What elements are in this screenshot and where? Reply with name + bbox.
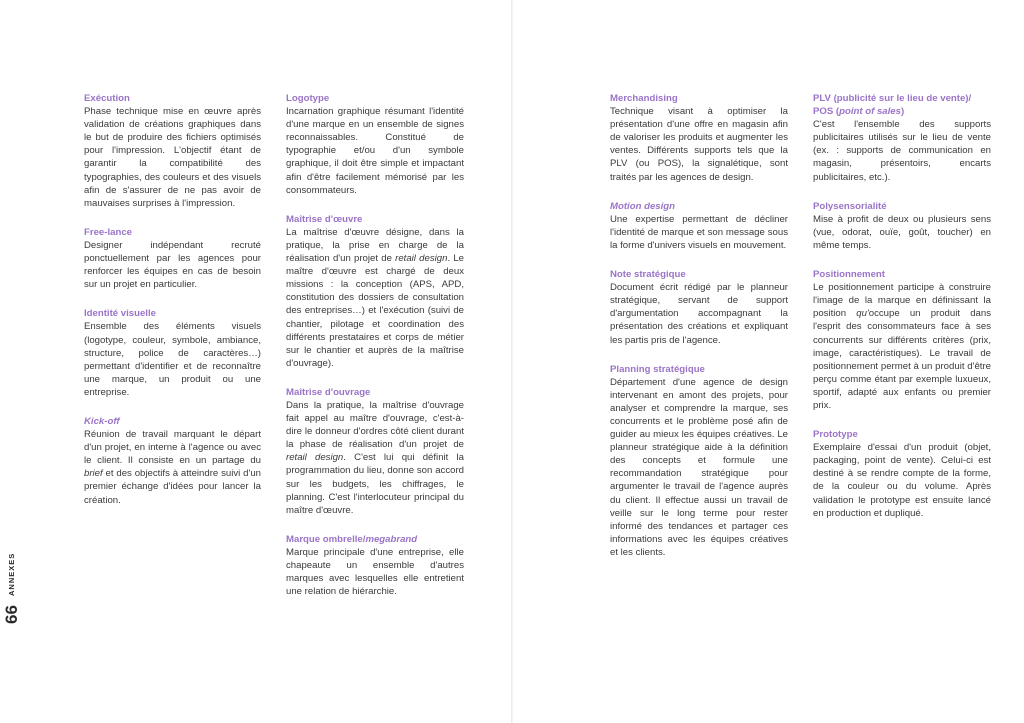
glossary-definition: Mise à profit de deux ou plusieurs sens (vue, odorat, ouïe, goût, toucher) en même temps. <box>813 213 991 251</box>
glossary-term: Exécution <box>84 93 130 104</box>
glossary-term <box>813 92 991 118</box>
glossary-entry <box>813 268 991 412</box>
glossary-term <box>610 200 788 213</box>
page-number: 66 <box>2 605 21 624</box>
glossary-column-3 <box>610 92 788 572</box>
glossary-column-1 <box>84 92 261 520</box>
glossary-entry <box>813 200 991 252</box>
glossary-entry <box>286 386 464 517</box>
term-text: ) <box>900 106 905 118</box>
term-text: Marque ombrelle/ <box>286 533 366 545</box>
definition-text: . Le maître d'œuvre est chargé de deux missions : la conception (APS, APD, constitution des dossiers de consultation des entreprises…) et l'exécution (suivi de chantier, pilotage et coordination des différents prestataires et corps de métier sur le chantier et auprès de la maîtrise d'ouvrage). <box>286 253 464 369</box>
term-italic: megabrand <box>365 533 418 545</box>
glossary-definition: Exemplaire d'essai d'un produit (objet, packaging, point de vente). Celui-ci est destiné à se rendre compte de la forme, de la couleur ou du volume. Après validation le prototype est ensuite lancé en production et dupliqué. <box>813 442 991 519</box>
glossary-entry <box>286 213 464 370</box>
glossary-definition: C'est l'ensemble des supports publicitaires utilisés sur le lieu de vente (ex. : supports de communication en magasin, présentoirs, encarts publicitaires, etc.). <box>813 119 991 183</box>
glossary-term: Positionnement <box>813 269 885 281</box>
definition-text: Dans la pratique, la maîtrise d'ouvrage fait appel au maître d'ouvrage, c'est-à-dire le donneur d'ordres côté client durant la phase de réalisation d'un projet de <box>286 399 464 451</box>
definition-text: La maîtrise d'œuvre désigne, dans la pratique, la prise en charge de la réalisation d'un projet de <box>286 226 464 265</box>
glossary-term-italic: Motion design <box>610 200 676 212</box>
glossary-term: Planning stratégique <box>610 363 705 375</box>
glossary-entry <box>84 92 261 210</box>
glossary-entry <box>813 92 991 184</box>
glossary-entry <box>813 428 991 520</box>
glossary-definition: Département d'une agence de design intervenant en amont des projets, pour analyser et comprendre la marque, ses concurrents et le problème posé afin de guider au mieux les équipes créatives. Le planneur stratégique aide à la définition des concepts et formule une recommandation stratégique pour argumenter le travail de l'agence auprès du client. Il effectue aussi un travail de veille sur le long terme pour rester informé des tendances et partager ces informations avec les équipes créatives et les clients. <box>610 376 788 558</box>
glossary-term: Prototype <box>813 429 858 441</box>
glossary-term-italic: Kick-off <box>84 415 120 427</box>
glossary-term <box>84 415 261 428</box>
glossary-term <box>286 533 464 546</box>
glossary-column-4 <box>813 92 991 533</box>
definition-italic-word: retail design <box>395 253 448 265</box>
glossary-definition <box>84 428 261 507</box>
glossary-definition: Phase technique mise en œuvre après validation de créations graphiques dans le but de produire des fichiers optimisés pour l'impression. L'objectif étant de garantir la compatibilité des typographies, des couleurs et des visuels afin de s'assurer de ne pas avoir de mauvaises surprises à l'impression. <box>84 106 261 209</box>
glossary-term: Identité visuelle <box>84 308 156 320</box>
section-label: ANNEXES <box>7 552 16 596</box>
glossary-definition: Marque principale d'une entreprise, elle chapeaute un ensemble d'autres marques avec lesquelles elle entretient une relation de hiérarchie. <box>286 546 464 598</box>
glossary-entry <box>84 307 261 399</box>
glossary-definition <box>813 281 991 412</box>
definition-text: occupe un produit dans l'esprit des consommateurs face à ses concurrents sur différents critères (prix, image, caractéristiques). Le travail de positionnement permet à un produit d'être perçu comme étant par exemple luxueux, sportif, adapté aux enfants ou premier prix. <box>813 308 991 411</box>
glossary-term: Merchandising <box>610 93 678 104</box>
glossary-entry <box>84 415 261 507</box>
definition-italic-word: qu' <box>856 308 869 320</box>
glossary-column-2 <box>286 92 464 611</box>
glossary-definition: Designer indépendant recruté ponctuellement par les agences pour renforcer les équipes en cas de besoin sur un projet en particulier. <box>84 239 261 291</box>
glossary-term: Note stratégique <box>610 269 686 281</box>
glossary-entry <box>286 533 464 598</box>
glossary-term: Logotype <box>286 93 330 104</box>
glossary-entry <box>610 363 788 559</box>
definition-italic-word: retail design <box>286 452 344 464</box>
term-italic: point of sales <box>839 106 901 118</box>
glossary-definition: Ensemble des éléments visuels (logotype, couleur, symbole, ambiance, structure, police de caractères…) permettant d'identifier et de reconnaître une marque, un produit ou une entreprise. <box>84 321 261 398</box>
glossary-term: Maîtrise d'ouvrage <box>286 386 371 398</box>
glossary-definition <box>286 226 464 370</box>
glossary-definition: Incarnation graphique résumant l'identité d'une marque en un ensemble de signes reconnaissables. Constitué de typographie et/ou d'un symbole graphique, il doit être simple et impactant afin d'être facilement mémorisé par les consommateurs. <box>286 106 464 196</box>
glossary-entry <box>610 200 788 252</box>
page-spread-gutter <box>511 0 513 723</box>
glossary-term: Maîtrise d'œuvre <box>286 213 363 225</box>
glossary-term: Polysensorialité <box>813 200 887 212</box>
glossary-entry <box>610 268 788 347</box>
definition-text: . C'est lui qui définit la programmation du lieu, donne son accord sur les budgets, les chiffrages, le planning. C'est l'interlocuteur principal du maître d'œuvre. <box>286 452 464 516</box>
glossary-definition <box>286 399 464 517</box>
term-text: PLV (publicité sur le lieu de vente)/ POS ( <box>813 93 972 118</box>
glossary-entry <box>610 92 788 184</box>
definition-text: et des objectifs à atteindre suivi d'un premier échange d'idées pour lancer la création. <box>84 468 261 506</box>
glossary-term: Free-lance <box>84 226 132 238</box>
glossary-definition: Technique visant à optimiser la présentation d'une offre en magasin afin de valoriser les produits et augmenter les ventes. Différents supports tels que la PLV (ou POS), la signalétique, sont traités par les agences de design. <box>610 106 788 183</box>
definition-text: Réunion de travail marquant le départ d'un projet, en interne à l'agence ou avec le client. Il consiste en un partage du <box>84 429 261 467</box>
glossary-entry <box>84 226 261 291</box>
glossary-definition: Document écrit rédigé par le planneur stratégique, servant de support d'argumentation accompagnant la présentation des créations et expliquant les partis pris de l'agence. <box>610 282 788 346</box>
definition-italic-word: brief <box>84 468 103 480</box>
definition-text: Le positionnement participe à construire l'image de la marque en définissant la position <box>813 282 991 320</box>
glossary-entry <box>286 92 464 197</box>
glossary-definition: Une expertise permettant de décliner l'identité de marque et son message sous la forme d'univers visuels en mouvement. <box>610 213 788 251</box>
